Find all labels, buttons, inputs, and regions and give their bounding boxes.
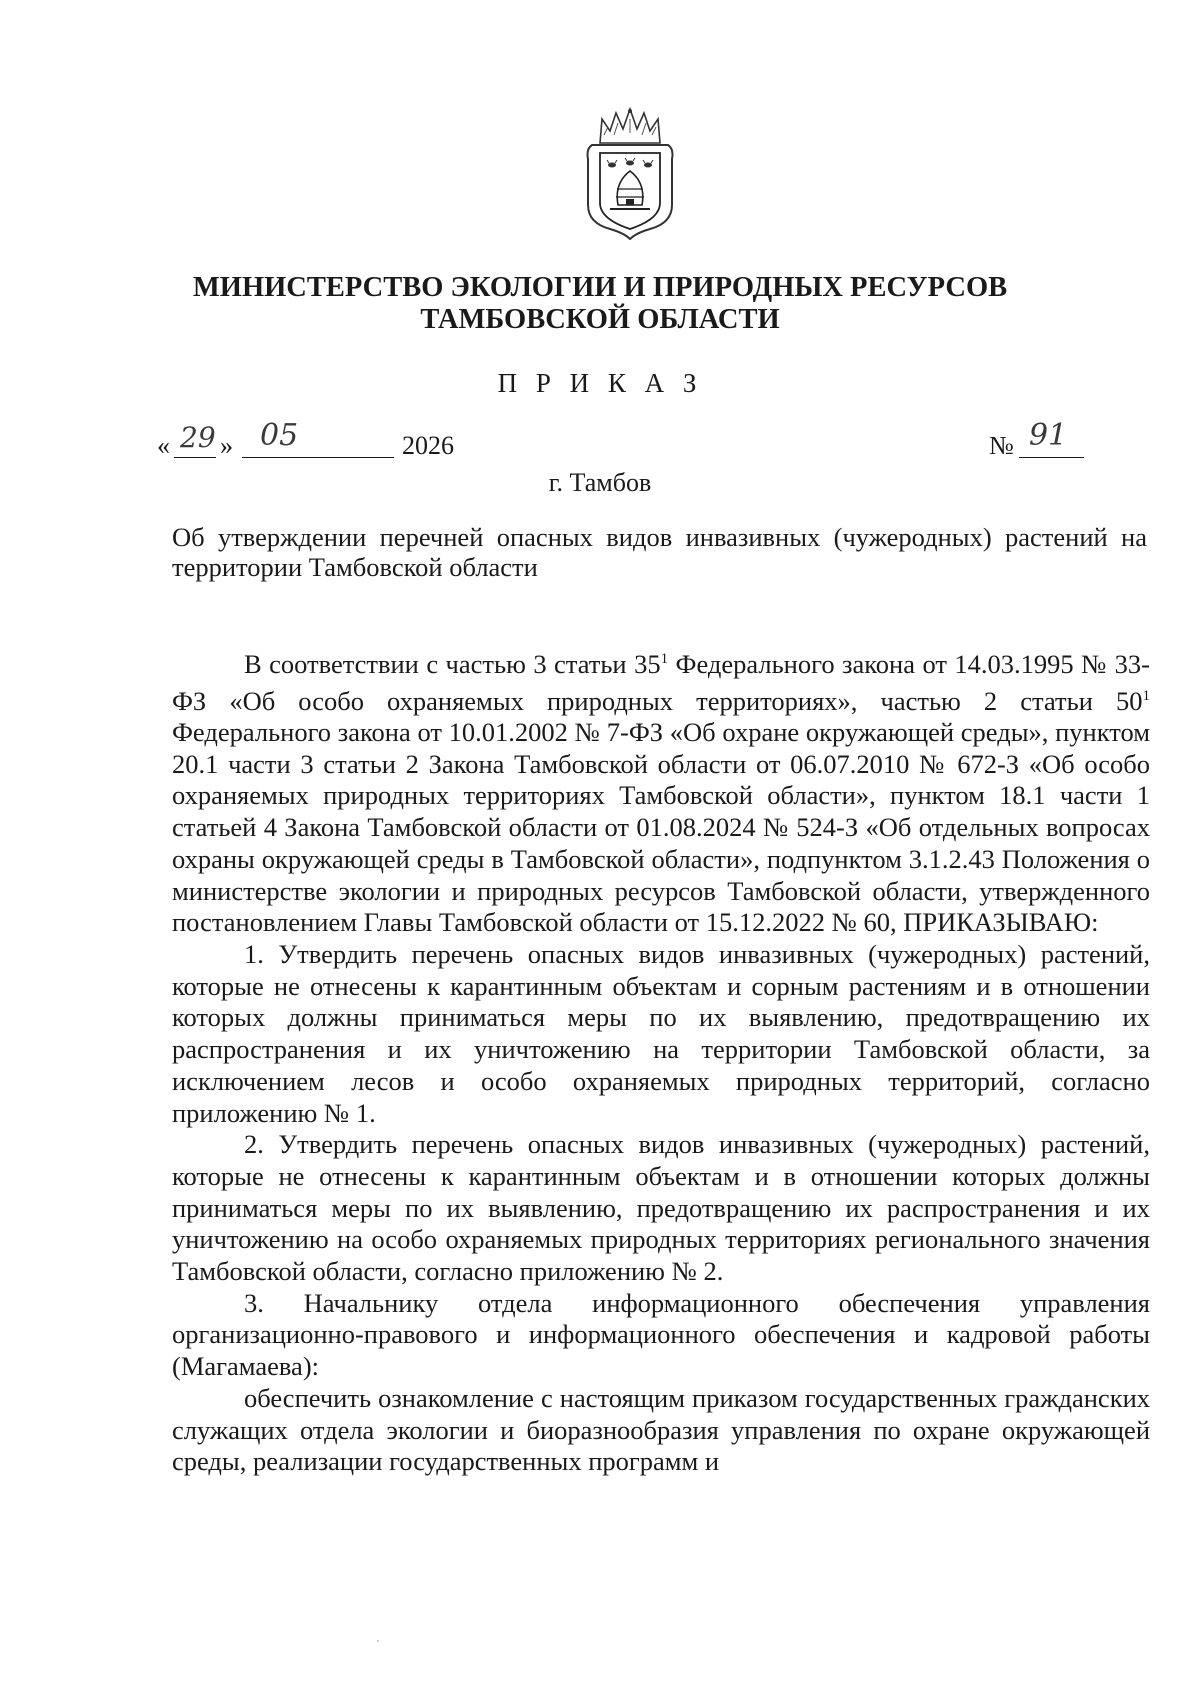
preamble-superscript-1: 1 (660, 651, 669, 667)
preamble-superscript-2: 1 (1142, 687, 1150, 704)
date-close-quote: » (220, 431, 233, 460)
date-month-handwritten: 05 (260, 418, 299, 453)
date-day-handwritten: 29 (180, 421, 216, 454)
order-item-1: 1. Утвердить перечень опасных видов инвазивных (чужеродных) растений, которые не отнесены к карантинным объектам и сорным растениям и в отношении которых должны приниматься меры по их выявлению, предотвращению их распространения и их уничтожению на территории Тамбовской области, за исключением лесов и особо охраняемых природных территорий, согласно приложению № 1. (172, 938, 1150, 1128)
order-body (172, 644, 1150, 1478)
ministry-name-line1: МИНИСТЕРСТВО ЭКОЛОГИИ И ПРИРОДНЫХ РЕСУРСОВ (192, 272, 1008, 303)
ministry-name-line2: ТАМБОВСКОЙ ОБЛАСТИ (420, 304, 780, 335)
order-number-underline (1019, 457, 1084, 458)
order-subject: Об утверждении перечней опасных видов инвазивных (чужеродных) растений на территории Тамбовской области (172, 522, 1147, 582)
preamble-part1: В соответствии с частью 3 статьи 35 (244, 648, 661, 679)
preamble-part3: Федерального закона от 10.01.2002 № 7-ФЗ «Об охране окружающей среды», пунктом 20.1 части 3 статьи 2 Закона Тамбовской области от 06.07.2010 № 672-З «Об особо охраняемых природных территориях Тамбовской области», пунктом 18.1 части 1 статьей 4 Закона Тамбовской области от 01.08.2024 № 524-З «Об отдельных вопросах охраны окружающей среды в Тамбовской области», подпунктом 3.1.2.43 Положения о министерстве экологии и природных ресурсов Тамбовской области, утвержденного постановлением Главы Тамбовской области от 15.12.2022 № 60, ПРИКАЗЫВАЮ: (172, 717, 1150, 938)
order-number-handwritten: 91 (1029, 418, 1068, 453)
ministry-name (0, 272, 1200, 336)
order-number-label: № (989, 431, 1014, 460)
order-item-2: 2. Утвердить перечень опасных видов инвазивных (чужеродных) растений, которые не отнесены к карантинным объектам и в отношении которых должны приниматься меры по их выявлению, предотвращению их распространения и их уничтожению на особо охраняемых природных территориях регионального значения Тамбовской области, согласно приложению № 2. (172, 1129, 1150, 1287)
document-type-title: П Р И К А З (497, 368, 703, 398)
scan-artifact (377, 1640, 379, 1642)
order-item-3: 3. Начальнику отдела информационного обеспечения управления организационно-правового и информационного обеспечения и кадровой работы (Магамаева): (172, 1287, 1150, 1382)
date-month-underline (242, 457, 394, 458)
date-open-quote: « (157, 431, 170, 460)
preamble-paragraph (172, 644, 1150, 939)
city-line: г. Тамбов (548, 468, 652, 497)
order-item-3-subitem: обеспечить ознакомление с настоящим приказом государственных гражданских служащих отдела экологии и биоразнообразия управления по охране окружающей среды, реализации государственных программ и (172, 1382, 1150, 1477)
date-day-underline (174, 457, 216, 458)
date-year: 2026 (402, 431, 454, 460)
date-number-row (157, 418, 1072, 470)
coat-of-arms-emblem (580, 105, 680, 240)
preamble-part2: Федерального закона от 14.03.1995 № 33-ФЗ «Об особо охраняемых природных территориях», частью 2 статьи 50 (172, 648, 1150, 716)
